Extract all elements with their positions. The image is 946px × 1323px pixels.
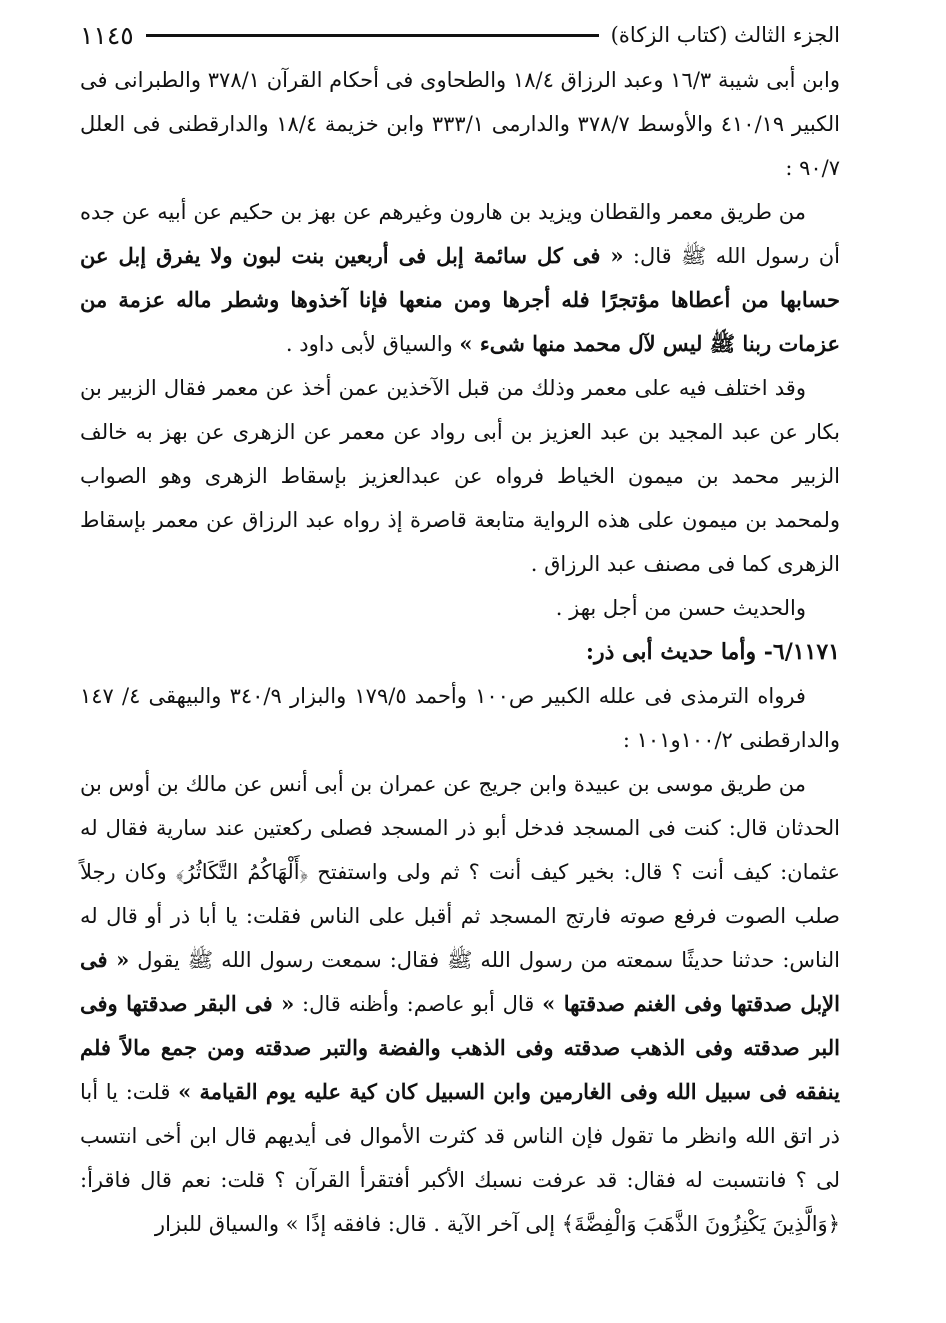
- hadith-text-1: « فى الإبل صدقتها وفى الغنم صدقتها »: [80, 947, 840, 1016]
- page-number: ١١٤٥: [80, 20, 134, 50]
- hadith-text-2: « فى البقر صدقتها وفى البر صدقته وفى الذهب صدقته وفى الذهب والفضة والتبر صدقته ومن جمع مالاً فلم ينفقه فى سبيل الله وفى الغارمين وابن السبيل كان كية عليه يوم القيامة »: [80, 991, 840, 1104]
- header-rule: [146, 34, 599, 37]
- hadith-text: « فى كل سائمة إبل فى أربعين بنت لبون ولا يفرق إبل عن حسابها من أعطاها مؤتجرًا فله أجرها ومن منعها فإنا آخذوها وشطر ماله عزمة من عزمات ربنا ﷺ ليس لآل محمد منها شىء »: [80, 243, 840, 356]
- narration-middle-text: قال أبو عاصم: وأظنه قال:: [294, 992, 543, 1016]
- paragraph-chain-2: [80, 762, 840, 1246]
- paragraph-discussion: وقد اختلف فيه على معمر وذلك من قبل الآخذين عمن أخذ عن معمر فقال الزبير بن بكار عن عبد المجيد بن عبد العزيز بن أبى رواد عن معمر عن الزهرى عن بهز به خالف الزبير محمد بن ميمون الخياط فرواه عن عبدالعزيز بإسقاط الزهرى وهو الصواب ولمحمد بن ميمون على هذه الرواية متابعة قاصرة إذ رواه عبد الرزاق عن معمر بإسقاط الزهرى كما فى مصنف عبد الرزاق .: [80, 376, 840, 576]
- page-body: [80, 58, 840, 1246]
- paragraph-verdict: والحديث حسن من أجل بهز .: [555, 596, 806, 620]
- narration-intro-text: من طريق موسى بن عبيدة وابن جريج عن عمران بن أبى أنس عن مالك بن أوس بن الحدثان قال: كنت فى المسجد فدخل أبو ذر المسجد فصلى ركعتين عند سارية فقال له عثمان: كيف أنت ؟ قال: بخير كيف أنت ؟ ثم ولى واستفتح ﴿أَلْهَاكُمُ التَّكَاثُرُ﴾ وكان رجلاً صلب الصوت فرفع صوته فارتج المسجد ثم أقبل على الناس فقلت: يا أبا ذر أو قال له الناس: حدثنا حديثًا سمعته من رسول الله ﷺ فقال: سمعت رسول الله ﷺ يقول: [80, 772, 840, 972]
- paragraph-chain-1: [80, 190, 840, 366]
- paragraph-sources-1: وابن أبى شيبة ١٦/٣ وعبد الرزاق ١٨/٤ والطحاوى فى أحكام القرآن ٣٧٨/١ والطبرانى فى الكبير ٤١٠/١٩ والأوسط ٣٧٨/٧ والدارمى ٣٣٣/١ وابن خزيمة ١٨/٤ والدارقطنى فى العلل ٩٠/٧ :: [80, 68, 840, 180]
- running-head: الجزء الثالث (كتاب الزكاة): [610, 23, 840, 47]
- section-heading: ٦/١١٧١- وأما حديث أبى ذر:: [585, 639, 840, 665]
- page-header: [80, 12, 840, 58]
- paragraph-sources-2: فرواه الترمذى فى علله الكبير ص١٠٠ وأحمد ١٧٩/٥ والبزار ٣٤٠/٩ والبيهقى ٤/ ١٤٧ والدارقطنى ١٠٠/٢و١٠١ :: [80, 684, 840, 752]
- chain-intro-text: من طريق معمر والقطان ويزيد بن هارون وغيرهم عن بهز بن حكيم عن أبيه عن جده أن رسول الله ﷺ قال:: [80, 200, 841, 268]
- book-page: [80, 12, 840, 1312]
- narration-end-text: قلت: يا أبا ذر اتق الله وانظر ما تقول فإن الناس قد كثرت الأموال فى أيديهم قال ابن أخى انتسب لى ؟ فانتسبت له فقال: قد عرفت نسبك الأكبر أفتقرأ القرآن ؟ قلت: نعم قال فاقرأ: ﴿وَالَّذِينَ يَكْنِزُونَ الذَّهَبَ وَالْفِضَّةَ﴾ إلى آخر الآية . قال: فافقه إذًا » والسياق للبزار: [80, 1080, 840, 1236]
- attribution-text: والسياق لأبى داود .: [285, 332, 460, 356]
